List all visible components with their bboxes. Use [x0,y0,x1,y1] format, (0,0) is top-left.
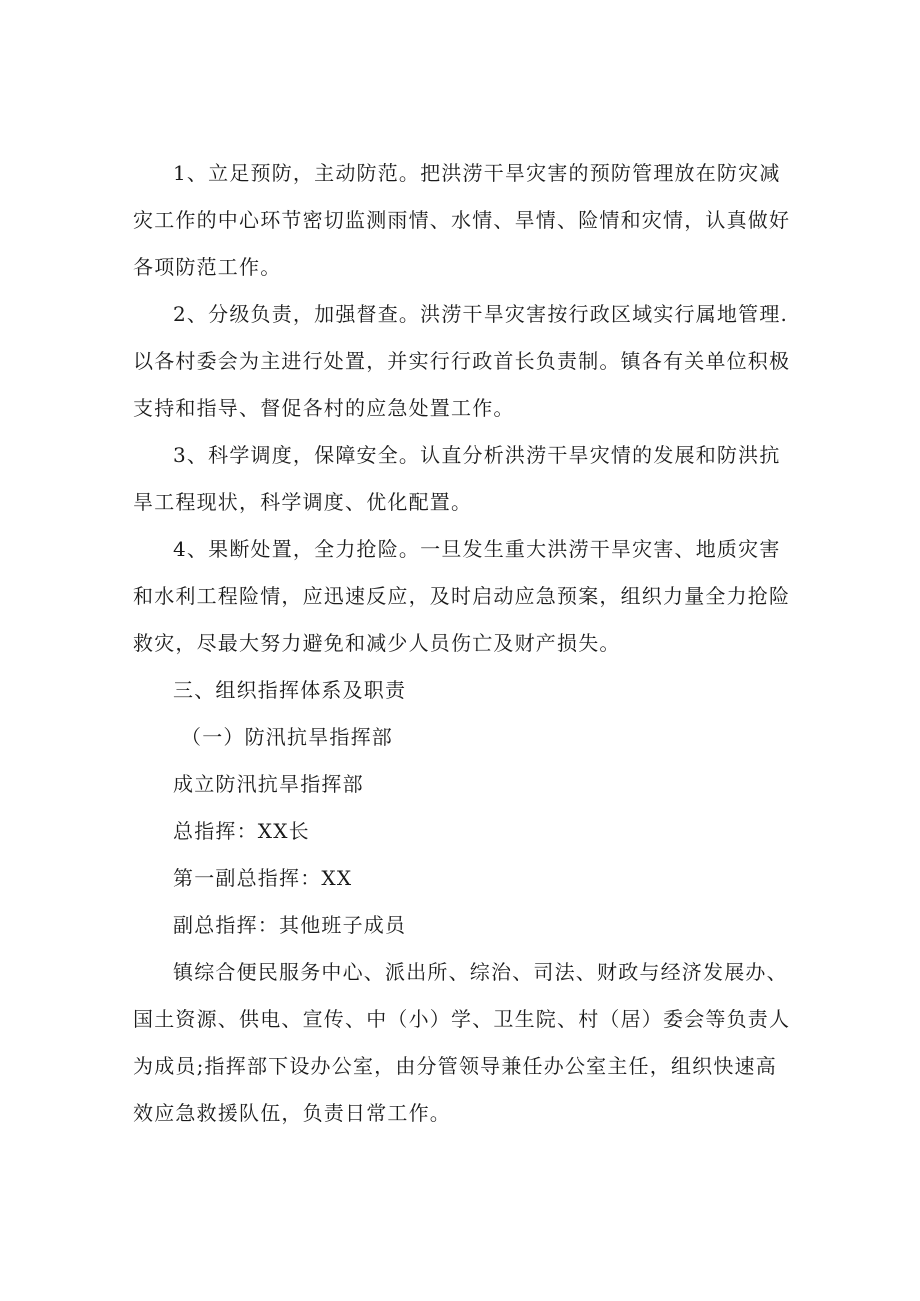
subsection-heading: （一）防汛抗旱指挥部 [181,725,393,749]
principle-paragraph-4 [133,526,798,667]
text-line: 旱工程现状，科学调度、优化配置。 [133,490,473,514]
establish-line: 成立防汛抗旱指挥部 [173,772,364,796]
text-line: 为成员;指挥部下设办公室，由分管领导兼任办公室主任，组织快速高 [133,1054,777,1078]
text-line: 灾工作的中心环节密切监测雨情、水情、旱情、险情和灾情，认真做好 [133,208,791,232]
principle-paragraph-1 [133,150,798,291]
text-line: 3、科学调度，保障安全。认直分析洪涝干旱灾情的发展和防洪抗 [173,443,781,467]
first-deputy-commander: 第一副总指挥：XX [173,866,353,890]
principle-paragraph-2 [133,291,798,432]
text-line: 支持和指导、督促各村的应急处置工作。 [133,396,515,420]
text-line: 救灾，尽最大努力避免和减少人员伤亡及财产损失。 [133,631,621,655]
deputy-commanders: 副总指挥：其他班子成员 [173,913,407,937]
text-line: 国土资源、供电、宣传、中（小）学、卫生院、村（居）委会等负责人 [133,1007,791,1031]
text-line: 和水利工程险情，应迅速反应，及时启动应急预案，组织力量全力抢险 [133,584,791,608]
members-paragraph [133,949,798,1137]
document-page [133,150,798,1137]
text-line: 各项防范工作。 [133,255,282,279]
text-line: 1、立足预防，主动防范。把洪涝干旱灾害的预防管理放在防灾减 [173,161,781,185]
principle-paragraph-3 [133,432,798,526]
text-line: 镇综合便民服务中心、派出所、综治、司法、财政与经济发展办、 [173,960,788,984]
text-line: 效应急救援队伍，负责日常工作。 [133,1101,451,1125]
section-heading: 三、组织指挥体系及职责 [173,678,407,702]
text-line: 以各村委会为主进行处置，并实行行政首长负责制。镇各有关单位积极 [133,349,791,373]
text-line: 4、果断处置，全力抢险。一旦发生重大洪涝干旱灾害、地质灾害 [173,537,781,561]
text-line: 2、分级负责，加强督查。洪涝干旱灾害按行政区域实行属地管理. [173,302,789,326]
chief-commander: 总指挥：XX长 [173,819,310,843]
